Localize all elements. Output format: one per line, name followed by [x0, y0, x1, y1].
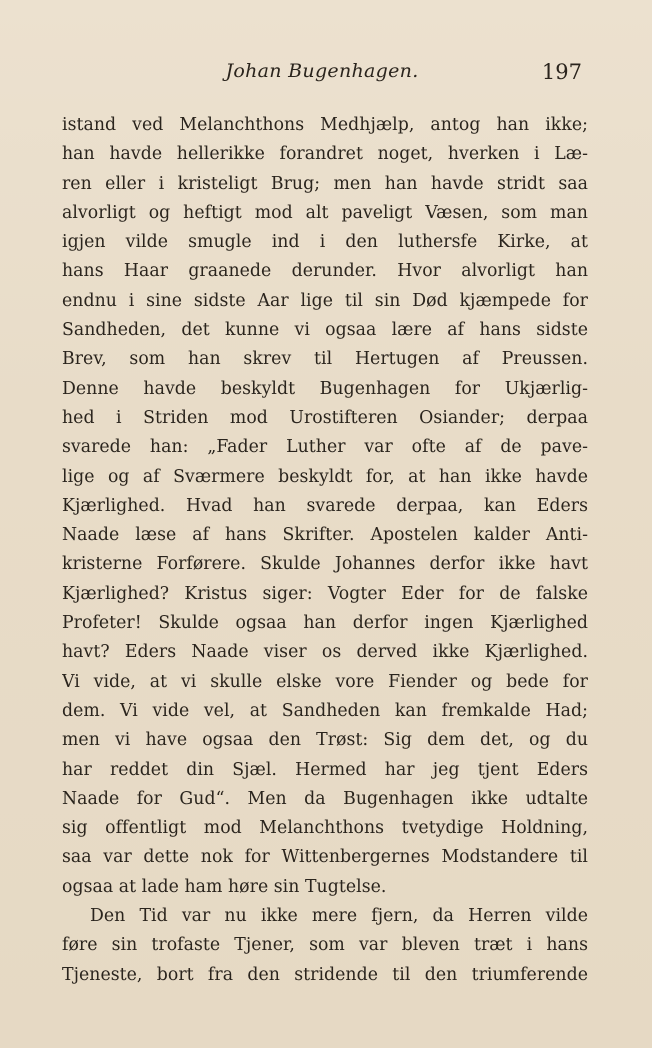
- text-line: Profeter! Skulde ogsaa han derfor ingen Kjærlighed: [62, 613, 588, 634]
- text-line: Kjærlighed? Kristus siger: Vogter Eder for de falske: [62, 583, 588, 604]
- text-line: istand ved Melanchthons Medhjælp, antog han ikke;: [62, 115, 588, 135]
- text-line: lige og af Sværmere beskyldt for, at han ikke havde: [62, 466, 588, 487]
- text-line: hans Haar graanede derunder. Hvor alvorligt han: [62, 261, 588, 282]
- text-line: igjen vilde smugle ind i den luthersfe Kirke, at: [62, 232, 588, 253]
- text-line: Vi vide, at vi skulle elske vore Fiender og bede for: [62, 671, 588, 692]
- text-line: Kjærlighed. Hvad han svarede derpaa, kan Eders: [62, 495, 588, 516]
- text-line: har reddet din Sjæl. Hermed har jeg tjent Eders: [62, 759, 588, 780]
- text-line: kristerne Forførere. Skulde Johannes derfor ikke havt: [62, 554, 588, 575]
- body-text: [62, 111, 588, 990]
- text-line: saa var dette nok for Wittenbergernes Modstandere til: [62, 847, 588, 868]
- text-line: føre sin trofaste Tjener, som var bleven træt i hans: [62, 935, 588, 956]
- text-line: Naade for Gud“. Men da Bugenhagen ikke udtalte: [62, 788, 588, 809]
- text-line: Brev, som han skrev til Hertugen af Preussen.: [62, 349, 588, 370]
- text-line: hed i Striden mod Urostifteren Osiander; derpaa: [62, 407, 588, 428]
- text-line: Tjeneste, bort fra den stridende til den triumferende: [62, 964, 588, 985]
- text-line: men vi have ogsaa den Trøst: Sig dem det, og du: [62, 730, 588, 751]
- text-line: Sandheden, det kunne vi ogsaa lære af hans sidste: [62, 320, 588, 341]
- text-line: ren eller i kristeligt Brug; men han havde stridt saa: [62, 173, 588, 194]
- text-line: dem. Vi vide vel, at Sandheden kan fremkalde Had;: [62, 700, 588, 721]
- paragraph-end-line: ogsaa at lade ham høre sin Tugtelse.: [62, 876, 387, 897]
- running-title: Johan Bugenhagen.: [225, 60, 419, 82]
- text-line: havt? Eders Naade viser os derved ikke Kjærlighed.: [62, 642, 588, 663]
- text-line: sig offentligt mod Melanchthons tvetydige Holdning,: [62, 818, 588, 839]
- running-head: [62, 60, 582, 90]
- text-line: alvorligt og heftigt mod alt paveligt Væsen, som man: [62, 202, 588, 223]
- text-line: endnu i sine sidste Aar lige til sin Død kjæmpede for: [62, 290, 588, 311]
- text-line: svarede han: „Fader Luther var ofte af de pave-: [62, 437, 588, 458]
- text-line: Denne havde beskyldt Bugenhagen for Ukjærlig-: [62, 378, 588, 399]
- paragraph-start-line: Den Tid var nu ikke mere fjern, da Herren vilde: [90, 906, 588, 927]
- text-line: han havde hellerikke forandret noget, hverken i Læ-: [62, 144, 588, 165]
- text-line: Naade læse af hans Skrifter. Apostelen kalder Anti-: [62, 525, 588, 546]
- page-number: 197: [541, 60, 582, 84]
